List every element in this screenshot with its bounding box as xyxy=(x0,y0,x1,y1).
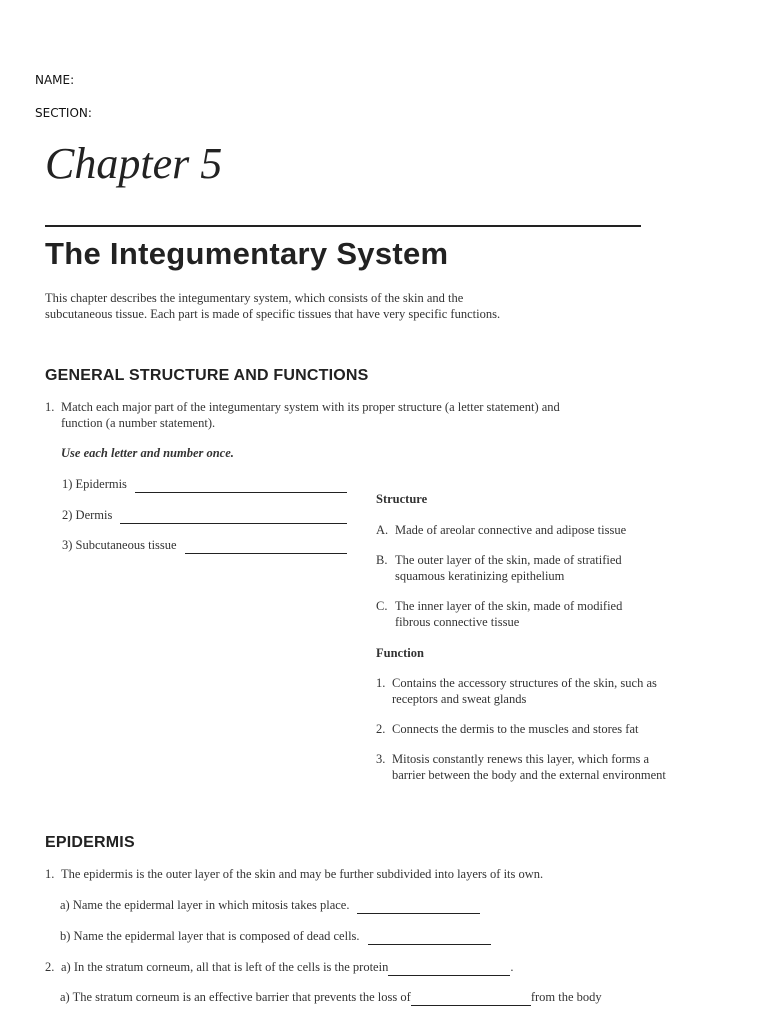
function-text: Connects the dermis to the muscles and stores fat xyxy=(392,722,639,736)
instruction-text: Use each letter and number once. xyxy=(61,446,234,460)
structure-item xyxy=(376,553,631,584)
title-rule xyxy=(45,225,641,227)
question-end: from the body xyxy=(530,990,602,1004)
section-label: SECTION: xyxy=(35,106,92,120)
answer-blank[interactable] xyxy=(357,901,480,914)
part-row xyxy=(62,538,347,554)
structure-key: A. xyxy=(376,523,389,537)
question-text: a) In the stratum corneum, all that is left of the cells is the protein xyxy=(61,960,389,974)
function-heading: Function xyxy=(376,646,424,660)
section-heading-epidermis: EPIDERMIS xyxy=(45,834,135,851)
question-text: b) Name the epidermal layer that is composed of dead cells. xyxy=(60,929,360,943)
section-heading-general: GENERAL STRUCTURE AND FUNCTIONS xyxy=(45,367,369,384)
question-1a-row xyxy=(60,898,480,914)
chapter-title: The Integumentary System xyxy=(45,236,449,271)
function-key: 3. xyxy=(376,752,386,766)
question-number: 1. xyxy=(45,867,55,881)
answer-blank[interactable] xyxy=(368,932,491,945)
answer-blank[interactable] xyxy=(388,963,510,976)
part-label: 2) Dermis xyxy=(62,508,113,522)
structure-text: Made of areolar connective and adipose tissue xyxy=(395,523,627,537)
function-item xyxy=(376,752,681,783)
chapter-label: Chapter 5 xyxy=(45,139,223,188)
part-label: 3) Subcutaneous tissue xyxy=(62,538,177,552)
function-key: 2. xyxy=(376,722,386,736)
question-text: a) The stratum corneum is an effective barrier that prevents the loss of xyxy=(60,990,411,1004)
structure-item xyxy=(376,599,631,630)
function-text: Contains the accessory structures of the skin, such as receptors and sweat glands xyxy=(392,676,657,706)
chapter-intro: This chapter describes the integumentary system, which consists of the skin and the subcutaneous tissue. Each part is made of specific tissues that have very specific functions. xyxy=(45,291,501,321)
question-1-epidermis xyxy=(45,867,645,883)
question-end: . xyxy=(510,960,514,974)
structure-item xyxy=(376,523,676,539)
name-label: NAME: xyxy=(35,73,75,87)
question-text: Match each major part of the integumentary system with its proper structure (a letter statement) and function (a number statement). xyxy=(61,400,560,430)
question-2a-row xyxy=(45,960,513,976)
question-text: a) Name the epidermal layer in which mitosis takes place. xyxy=(60,898,350,912)
question-text: The epidermis is the outer layer of the skin and may be further subdivided into layers of its own. xyxy=(61,867,544,881)
answer-blank[interactable] xyxy=(120,511,347,524)
answer-blank[interactable] xyxy=(185,541,347,554)
structure-heading: Structure xyxy=(376,492,428,506)
part-label: 1) Epidermis xyxy=(62,477,127,491)
answer-blank[interactable] xyxy=(135,480,347,493)
structure-key: B. xyxy=(376,553,388,567)
question-number: 1. xyxy=(45,400,55,414)
answer-blank[interactable] xyxy=(411,993,531,1006)
structure-text: The inner layer of the skin, made of modified fibrous connective tissue xyxy=(395,599,623,629)
structure-text: The outer layer of the skin, made of stratified squamous keratinizing epithelium xyxy=(395,553,622,583)
part-row xyxy=(62,508,347,524)
question-2b-row xyxy=(60,990,602,1006)
function-text: Mitosis constantly renews this layer, which forms a barrier between the body and the external environment xyxy=(392,752,666,782)
question-1b-row xyxy=(60,929,491,945)
question-1-general xyxy=(45,400,570,431)
question-number: 2. xyxy=(45,960,55,974)
function-item xyxy=(376,676,661,707)
function-key: 1. xyxy=(376,676,386,690)
function-item xyxy=(376,722,676,738)
structure-key: C. xyxy=(376,599,388,613)
part-row xyxy=(62,477,347,493)
